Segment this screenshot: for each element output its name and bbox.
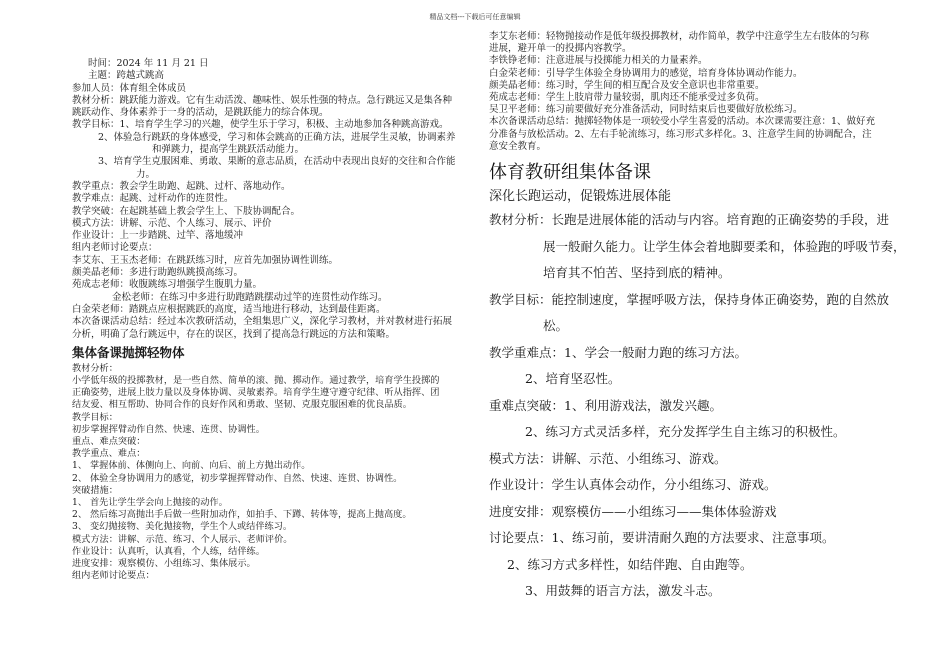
text-line: 重难点突破：1、利用游戏法，激发兴趣。 [489,397,722,413]
text-line: 教材分析：长跑是进展体能的活动与内容。培育跑的正确姿势的手段，进 [489,212,890,228]
text-line: 作业设计：上一步踏跳、过竿、落地缓冲 [72,230,244,242]
text-line: 2、练习方式灵活多样，充分发挥学生自主练习的积极性。 [525,424,846,440]
text-line: 2、培育坚忍性。 [525,371,621,387]
text-line: 3、用鼓舞的语言方法，激发斗志。 [525,583,721,599]
text-line: 小学低年级的投掷教材，是一些自然、简单的滚、抛、掷动作。通过教学，培育学生投掷的 [72,375,440,387]
text-line: 白金荣老师：踏跳点应根据跳跃的高度，适当地进行移动，达到最佳距离。 [72,303,386,315]
text-line: 2、 然后练习高抛出手后做一些附加动作，如拍手、下蹲、转体等，提高上抛高度。 [72,509,412,521]
meeting-topic: 主题：跨越式跳高 [88,70,165,82]
text-line: 教学重点：教会学生助跑、起跳、过杆、落地动作。 [72,180,291,192]
text-line: 本次备课活动总结：抛掷轻物体是一项较受小学生喜爱的活动。本次课需要注意：1、做好充 [489,116,876,128]
text-line: 重点、难点突破： [72,436,146,448]
text-line: 模式方法：讲解、示范、练习、个人展示、老师评价。 [72,533,293,545]
text-line: 教学目标：1、培育学生学习的兴趣，使学生乐于学习，积极、主动地参加各种跳高游戏。 [72,119,449,131]
page-header: 精品文档---下载后可任意编辑 [429,13,521,21]
right-column [489,31,906,605]
text-line: 3、培育学生克服困难、勇敢、果断的意志品质，在活动中表现出良好的交往和合作能 [98,156,456,168]
text-line: 进度安排：观察模仿、小组练习、集体展示。 [72,558,256,570]
text-line: 模式方法：讲解、示范、个人练习、展示、评价 [72,217,272,229]
participants: 参加人员：体育组全体成员 [72,82,187,94]
text-line: 颜美晶老师：多进行助跑纵跳摸高练习。 [72,267,244,279]
text-line: 教学目标：能控制速度，掌握呼吸方法，保持身体正确姿势，跑的自然放 [489,291,890,307]
text-line: 结友爱、相互帮助、协同合作的良好作风和勇敢、坚韧、克服克服困难的优良品质。 [72,399,412,411]
text-line: 分析，明确了急行跳远中，存在的误区，找到了提高急行跳远的方法和策略。 [72,328,396,340]
text-line: 2、 体验全身协调用力的感觉，初步掌握挥臂动作、自然、快速、连贯、协调性。 [72,472,403,484]
text-line: 松。 [543,318,569,334]
text-line: 金松老师：在练习中多进行助跑踏跳摆动过竿的连贯性动作练习。 [112,291,388,303]
text-line: 教学目标： [72,411,118,423]
left-column [72,58,462,582]
text-line: 教学重点、难点： [72,448,146,460]
text-line: 跳跃动作、身体素养于一身的活动，是跳跃能力的综合体现。 [72,107,329,119]
text-line: 李艾东老师：轻物抛接动作是低年级投掷教材，动作简单，教学中注意学生左右肢体的匀称 [489,31,870,42]
text-line: 突破措施： [72,484,118,496]
text-line: 组内老师讨论要点： [72,242,158,254]
text-line: 1、 掌握体前、体侧向上、向前、向后、前上方抛出动作。 [72,460,311,472]
text-line: 初步掌握挥臂动作自然、快速、连贯、协调性。 [72,423,265,435]
text-line: 苑成志老师：收腹跳练习增强学生腹肌力量。 [72,279,263,291]
text-line: 组内老师讨论要点： [72,570,155,582]
text-line: 进度安排：观察模仿——小组练习——集体体验游戏 [489,503,777,519]
text-line: 教学重难点：1、学会一般耐力跑的练习方法。 [489,344,747,360]
text-line: 教学突破：在起跳基础上教会学生上、下肢协调配合。 [72,205,301,217]
document-subtitle: 深化长跑运动，促锻炼进展体能 [489,189,672,205]
text-line: 意安全教育。 [489,140,547,152]
text-line: 作业设计：学生认真体会动作，分小组练习、游戏。 [489,477,777,493]
text-line: 教材分析：跳跃能力游戏。它有生动活泼、趣味性、娱乐性强的特点。急行跳远又是集各种 [72,94,453,106]
text-line: 白金荣老师：引导学生体验全身协调用力的感觉，培育身体协调动作能力。 [489,67,803,79]
text-line: 培育其不怕苦、坚持到底的精神。 [543,265,731,281]
text-line: 力。 [136,168,156,180]
text-line: 苑成志老师：学生上肢肩带力量较弱，肌肉还不能承受过多负荷。 [489,92,765,104]
text-line: 本次备课活动总结：经过本次教研活动，全组集思广义，深化学习教材，并对教材进行拓展 [72,316,453,328]
text-line: 1、 首先让学生学会向上抛接的动作。 [72,497,228,509]
text-line: 李铁铮老师：注意进展与投掷能力相关的力量素养。 [489,55,708,67]
text-line: 3、 变幻抛接物、美化抛接物，学生个人或结伴练习。 [72,521,293,533]
text-line: 进展，避开单一的投掷内容教学。 [489,43,632,55]
text-line: 李艾东、王玉杰老师：在跳跃练习时，应首先加强协调性训练。 [72,254,339,266]
section-title: 集体备课抛掷轻物体 [72,344,185,360]
text-line: 2、体验急行跳跃的身体感受，学习和体会跳高的正确方法，进展学生灵敏，协调素养 [98,131,456,143]
text-line: 正确姿势，进展上肢力量以及身体协调、灵敏素养。培育学生遵守遵守纪律、听从指挥、团 [72,387,440,399]
text-line: 模式方法：讲解、示范、小组练习、游戏。 [489,450,727,466]
meeting-time: 时间：2024 年 11 月 21 日 [88,58,209,69]
text-line: 颜美晶老师：练习时，学生间的相互配合及安全意识也非常重要。 [489,79,765,91]
text-line: 教材分析： [72,362,118,374]
text-line: 吴卫平老师：练习前要做好充分准备活动，同时结束后也要做好放松练习。 [489,104,803,116]
document-title: 体育教研组集体备课 [489,162,651,184]
text-line: 2、练习方式多样性，如结伴跑、自由跑等。 [507,556,753,572]
text-line: 展一般耐久能力。让学生体会着地脚要柔和，体验跑的呼吸节奏， [543,238,906,254]
text-line: 和弹跳力，提高学生跳跃活动能力。 [152,144,305,156]
text-line: 讨论要点：1、练习前，要讲清耐久跑的方法要求、注意事项。 [489,530,835,546]
text-line: 教学难点：起跳、过杆动作的连贯性。 [72,193,234,205]
text-line: 作业设计：认真听，认真看，个人练，结伴练。 [72,545,265,557]
text-line: 分准备与放松活动。2、左右手轮流练习，练习形式多样化。3、注意学生间的协调配合，注 [489,128,872,140]
